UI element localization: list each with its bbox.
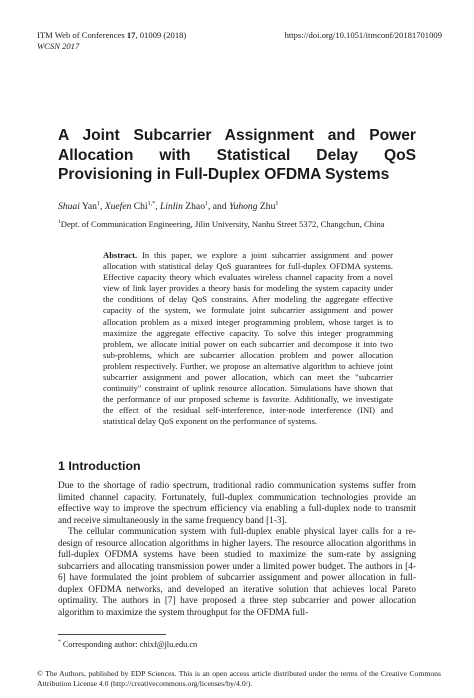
footnote-divider <box>58 634 166 635</box>
journal-volume: 17 <box>126 30 136 40</box>
author-list <box>58 201 278 213</box>
doi-link[interactable]: https://doi.org/10.1051/itmconf/20181701009 <box>284 30 442 40</box>
author-3: Yuhong Zhu$^1$ <box>229 200 279 212</box>
paper-title: A Joint Subcarrier Assignment and Power Allocation with Statistical Delay QoS Provisioning in Full-Duplex OFDMA Systems <box>58 127 416 183</box>
abstract-label: Abstract. <box>103 250 138 260</box>
section-heading-introduction: 1 Introduction <box>58 459 141 473</box>
journal-citation: ITM Web of Conferences 17, 01009 (2018) <box>37 30 187 40</box>
intro-paragraph-1: Due to the shortage of radio spectrum, traditional radio communication systems suffer from limited channel capacity. Fortunately, full-duplex communication technologies provide an effective way to improve the spectrum efficiency via enabling a full-duplex node to transmit and receive simultaneously in the same frequency band [1-3]. <box>58 481 416 526</box>
affiliation: $^1$Dept. of Communication Engineering, Jilin University, Nanhu Street 5372, Changchun, China <box>58 219 385 229</box>
abstract-text: In this paper, we explore a joint subcarrier assignment and power allocation with statistical delay QoS guarantees for full-duplex OFDMA systems. Effective capacity theory which evaluates wireless channel capacity from a novel view of link layer provides a theory basis for modeling the system capacity under the conditions of delay QoS constrains. After modeling the aggregate effective capacity of the system, we formulate joint subcarrier assignment and power allocation problem as a mixed integer programming problem, whose target is to maximize the aggregate effective capacity. To solve this integer programming problem, we allocate initial power on each subcarrier and decompose it into two sub-problems, which are subcarrier allocation problem and power allocation problem respectively. Further, we propose an alternative algorithm to achieve joint subcarrier assignment and power allocation, which can meet the "subcarrier continuity" constraint of uplink resource allocation. Simulations have shown that the performance of our proposed scheme is favorite. Additionally, we investigate the effect of the residual self-interference, inter-node interference (INI) and statistical delay QoS exponent on the performance of systems. <box>103 250 393 427</box>
conference-name: WCSN 2017 <box>37 41 80 51</box>
author-2: Linlin Zhao$^1$, and <box>159 200 230 212</box>
abstract <box>103 250 393 428</box>
author-1: Xuefen Chi$^{1,*}$, <box>104 200 160 212</box>
author-0: Shuai Yan$^1$, <box>58 200 105 212</box>
running-header-left <box>37 30 186 52</box>
intro-paragraph-2: The cellular communication system with full-duplex enable physical layer calls for a re-design of resource allocation algorithms in higher layers. The resource allocation algorithms in full-duplex OFDMA systems have been studied to maximize the sum-rate by assigning subcarriers and allocating transmission power under a limited power budget. The authors in [4-6] have formulated the joint problem of subcarrier assignment and power allocation in full-duplex OFDMA networks, and developed an iterative solution that achieves local Pareto optimality. The authors in [7] have proposed a three step subcarrier and power allocation algorithm to maximize the system throughput for the OFDMA full- <box>58 527 416 618</box>
footnote-corresponding-author: * Corresponding author: chixf@jlu.edu.cn <box>58 639 198 649</box>
introduction-body <box>58 481 416 619</box>
license-notice: © The Authors, published by EDP Sciences. This is an open access article distributed under the terms of the Creative Commons Attribution License 4.0 (http://creativecommons.org/licenses/by/4.0/). <box>37 669 441 688</box>
